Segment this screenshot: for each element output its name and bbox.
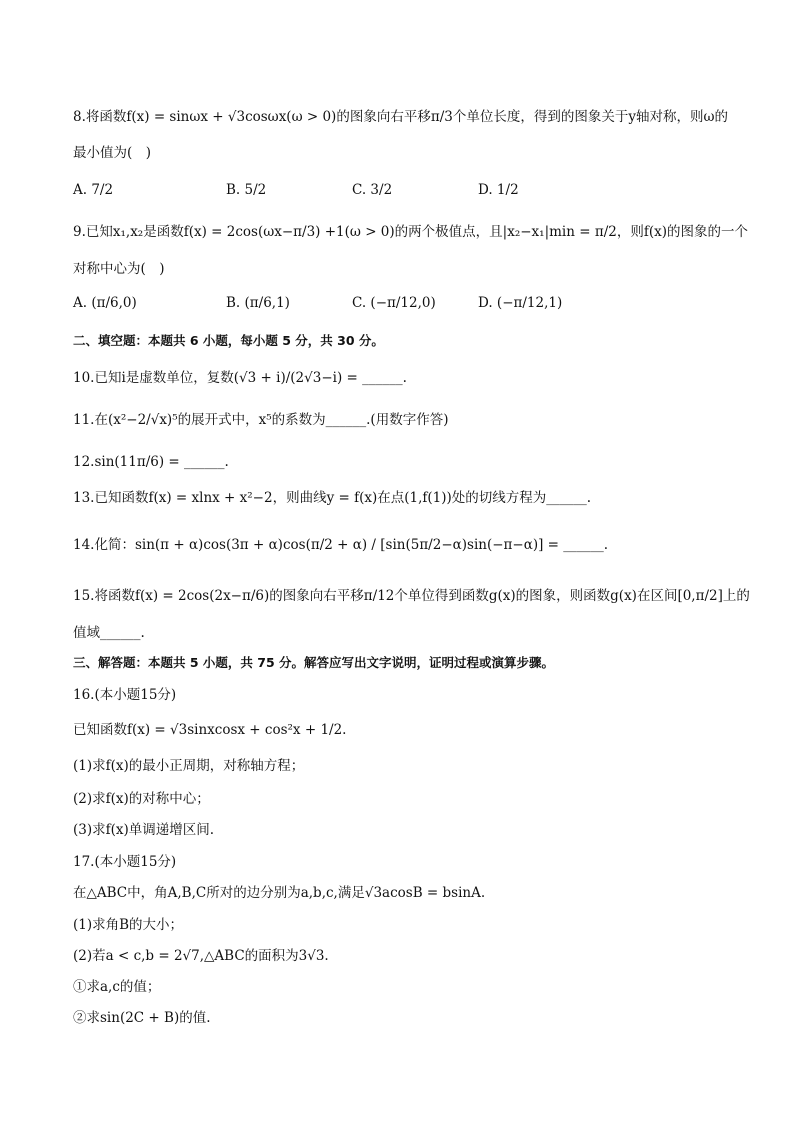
- q8-option-b: B. 5/2: [226, 182, 267, 198]
- q9-option-b: B. (π/6,1): [226, 295, 290, 311]
- q9-option-c: C. (−π/12,0): [352, 295, 436, 311]
- section-fill-in-heading: 二、填空题：本题共 6 小题，每小题 5 分，共 30 分。: [73, 333, 384, 348]
- q9-option-a: A. (π/6,0): [73, 295, 137, 311]
- q16-part2: (2)求f(x)的对称中心；: [73, 791, 210, 807]
- q8-line2: 最小值为( ): [73, 145, 152, 161]
- q8-option-a: A. 7/2: [73, 182, 114, 198]
- section-solve-heading: 三、解答题：本题共 5 小题，共 75 分。解答应写出文字说明，证明过程或演算步骤。: [73, 655, 555, 670]
- q17-sub2: ②求sin(2C + B)的值.: [73, 1010, 211, 1026]
- q17-sub1: ①求a,c的值；: [73, 979, 161, 995]
- q17-header: 17.(本小题15分): [73, 854, 177, 870]
- q17-stem: 在△ABC中，角A,B,C所对的边分别为a,b,c,满足√3acosB = bsinA.: [73, 885, 486, 901]
- q17-part2: (2)若a < c,b = 2√7,△ABC的面积为3√3.: [73, 948, 329, 964]
- q16-part3: (3)求f(x)单调递增区间.: [73, 822, 215, 838]
- q16-header: 16.(本小题15分): [73, 687, 177, 703]
- q16-stem: 已知函数f(x) = √3sinxcosx + cos²x + 1/2.: [73, 722, 347, 738]
- q13: 13.已知函数f(x) = xlnx + x²−2，则曲线y = f(x)在点(1,f(1))处的切线方程为______.: [73, 490, 592, 506]
- q8-option-c: C. 3/2: [352, 182, 393, 198]
- q11: 11.在(x²−2/√x)⁵的展开式中，x⁵的系数为______.(用数字作答): [73, 412, 449, 428]
- q9-option-d: D. (−π/12,1): [478, 295, 563, 311]
- q15-line2: 值域______.: [73, 625, 145, 641]
- q15-line1: 15.将函数f(x) = 2cos(2x−π/6)的图象向右平移π/12个单位得到函数g(x)的图象，则函数g(x)在区间[0,π/2]上的: [73, 588, 750, 604]
- q17-part1: (1)求角B的大小；: [73, 917, 184, 933]
- q10: 10.已知i是虚数单位，复数(√3 + i)/(2√3−i) = ______.: [73, 370, 407, 386]
- q12: 12.sin(11π/6) = ______.: [73, 454, 229, 470]
- q9-line1: 9.已知x₁,x₂是函数f(x) = 2cos(ωx−π/3) +1(ω > 0)的两个极值点，且|x₂−x₁|min = π/2，则f(x)的图象的一个: [73, 224, 748, 240]
- q9-line2: 对称中心为( ): [73, 261, 165, 277]
- q14: 14.化简：sin(π + α)cos(3π + α)cos(π/2 + α) / [sin(5π/2−α)sin(−π−α)] = ______.: [73, 537, 609, 553]
- q16-part1: (1)求f(x)的最小正周期，对称轴方程；: [73, 758, 305, 774]
- q8-line1: 8.将函数f(x) = sinωx + √3cosωx(ω > 0)的图象向右平移π/3个单位长度，得到的图象关于y轴对称，则ω的: [73, 109, 728, 125]
- q8-option-d: D. 1/2: [478, 182, 519, 198]
